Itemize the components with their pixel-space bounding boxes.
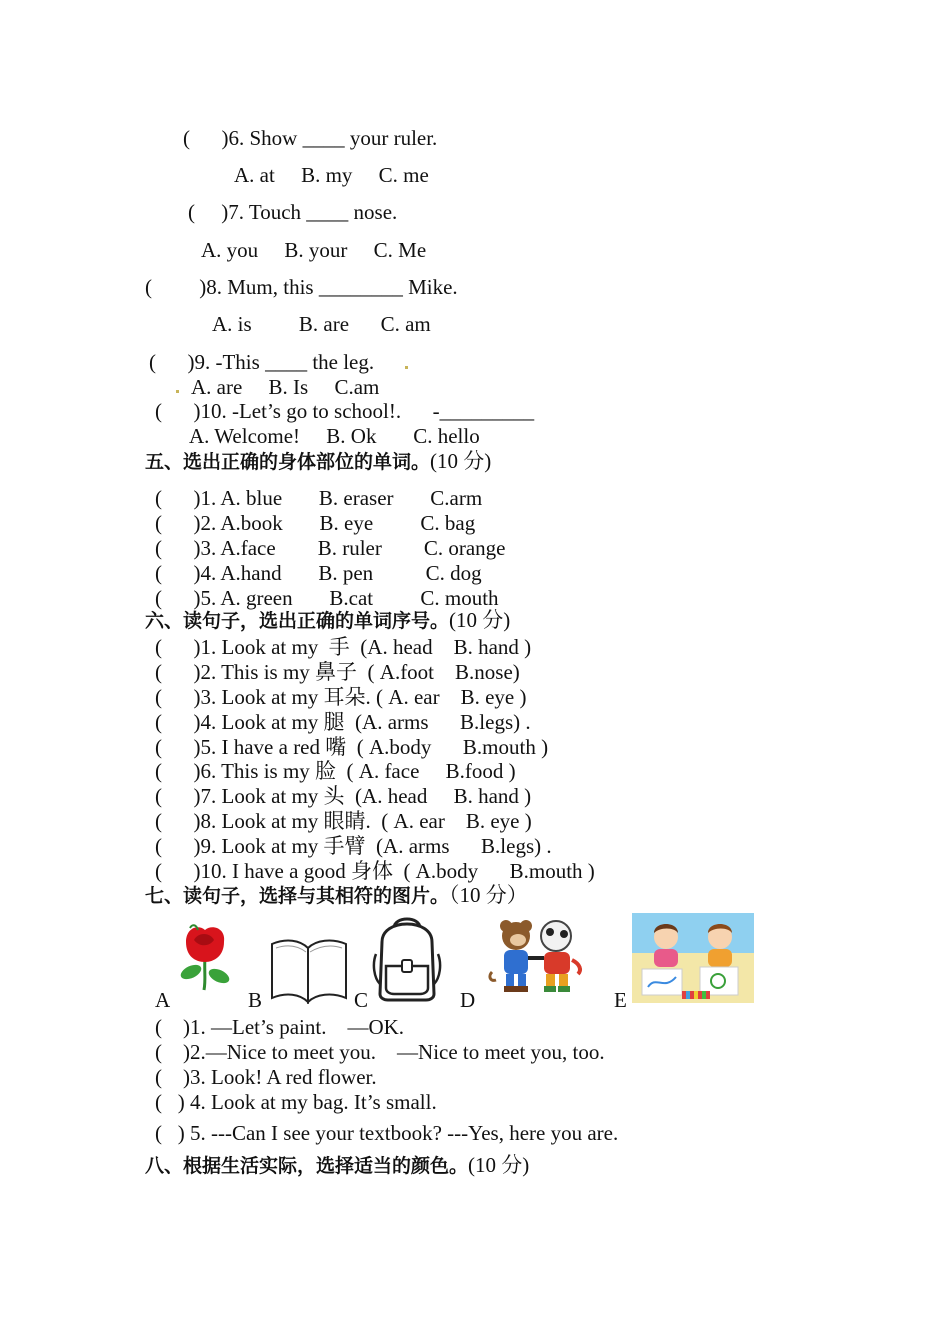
question-10: ( )10. -Let’s go to school!. -_________ bbox=[155, 399, 535, 423]
question-8: ( )8. Mum, this ________ Mike. bbox=[145, 275, 458, 299]
question-10-options: A. Welcome! B. Ok C. hello bbox=[189, 424, 480, 448]
section-8-points: (10 分) bbox=[468, 1153, 530, 1177]
section-6-item: ( )9. Look at my 手臂 (A. arms B.legs) . bbox=[155, 834, 552, 858]
section-6-item: ( )3. Look at my 耳朵. ( A. ear B. eye ) bbox=[155, 685, 527, 709]
section-7-item: ( ) 4. Look at my bag. It’s small. bbox=[155, 1090, 437, 1114]
section-6-item: ( )8. Look at my 眼睛. ( A. ear B. eye ) bbox=[155, 809, 532, 833]
picture-label-c: C bbox=[354, 988, 369, 1012]
question-6-options: A. at B. my C. me bbox=[234, 163, 429, 187]
section-6-item: ( )4. Look at my 腿 (A. arms B.legs) . bbox=[155, 710, 531, 734]
section-6-item: ( )5. I have a red 嘴 ( A.body B.mouth ) bbox=[155, 735, 549, 759]
section-5-title bbox=[145, 449, 491, 474]
section-5-item: ( )2. A.book B. eye C. bag bbox=[155, 511, 476, 535]
section-6-points: (10 分) bbox=[449, 608, 511, 632]
question-7: ( )7. Touch ____ nose. bbox=[188, 200, 398, 224]
section-7-title bbox=[145, 883, 528, 908]
section-5-item: ( )5. A. green B.cat C. mouth bbox=[155, 586, 499, 610]
question-9: ( )9. -This ____ the leg. bbox=[149, 350, 375, 374]
question-6: ( )6. Show ____ your ruler. bbox=[183, 126, 438, 150]
section-7-item: ( )3. Look! A red flower. bbox=[155, 1065, 377, 1089]
picture-label-e: E bbox=[614, 988, 627, 1012]
section-7-title-text: 七、读句子，选择与其相符的图片。 bbox=[145, 885, 450, 907]
backpack-picture bbox=[372, 914, 442, 1002]
stray-mark bbox=[176, 390, 179, 393]
section-7-item: ( )1. —Let’s paint. —OK. bbox=[155, 1015, 405, 1039]
section-5-item: ( )4. A.hand B. pen C. dog bbox=[155, 561, 482, 585]
rose-picture bbox=[174, 922, 236, 992]
section-7-points: （10 分） bbox=[449, 883, 528, 907]
section-6-title bbox=[145, 608, 510, 633]
section-5-title-text: 五、选出正确的身体部位的单词。 bbox=[145, 451, 431, 473]
section-6-item: ( )6. This is my 脸 ( A. face B.food ) bbox=[155, 759, 516, 783]
section-5-item: ( )1. A. blue B. eraser C.arm bbox=[155, 486, 483, 510]
section-7-item: ( ) 5. ---Can I see your textbook? ---Yes, here you are. bbox=[155, 1121, 619, 1145]
section-8-title-text: 八、根据生活实际，选择适当的颜色。 bbox=[145, 1155, 469, 1177]
section-6-item: ( )7. Look at my 头 (A. head B. hand ) bbox=[155, 784, 532, 808]
section-6-title-text: 六、读句子，选出正确的单词序号。 bbox=[145, 610, 450, 632]
question-9-options: A. are B. Is C.am bbox=[191, 375, 380, 399]
question-8-options: A. is B. are C. am bbox=[212, 312, 431, 336]
question-7-options: A. you B. your C. Me bbox=[201, 238, 427, 262]
section-7-item: ( )2.—Nice to meet you. —Nice to meet you, too. bbox=[155, 1040, 605, 1064]
section-6-item: ( )1. Look at my 手 (A. head B. hand ) bbox=[155, 635, 532, 659]
section-5-points: (10 分) bbox=[430, 449, 492, 473]
section-5-item: ( )3. A.face B. ruler C. orange bbox=[155, 536, 506, 560]
children-painting-picture bbox=[630, 911, 756, 1005]
picture-label-b: B bbox=[248, 988, 263, 1012]
meeting-characters-picture bbox=[484, 914, 588, 996]
section-6-item: ( )2. This is my 鼻子 ( A.foot B.nose) bbox=[155, 660, 520, 684]
stray-mark bbox=[405, 366, 408, 369]
section-8-title bbox=[145, 1153, 529, 1178]
section-6-item: ( )10. I have a good 身体 ( A.body B.mouth ) bbox=[155, 859, 595, 883]
picture-label-d: D bbox=[460, 988, 476, 1012]
picture-label-a: A bbox=[155, 988, 171, 1012]
book-picture bbox=[268, 936, 350, 1004]
